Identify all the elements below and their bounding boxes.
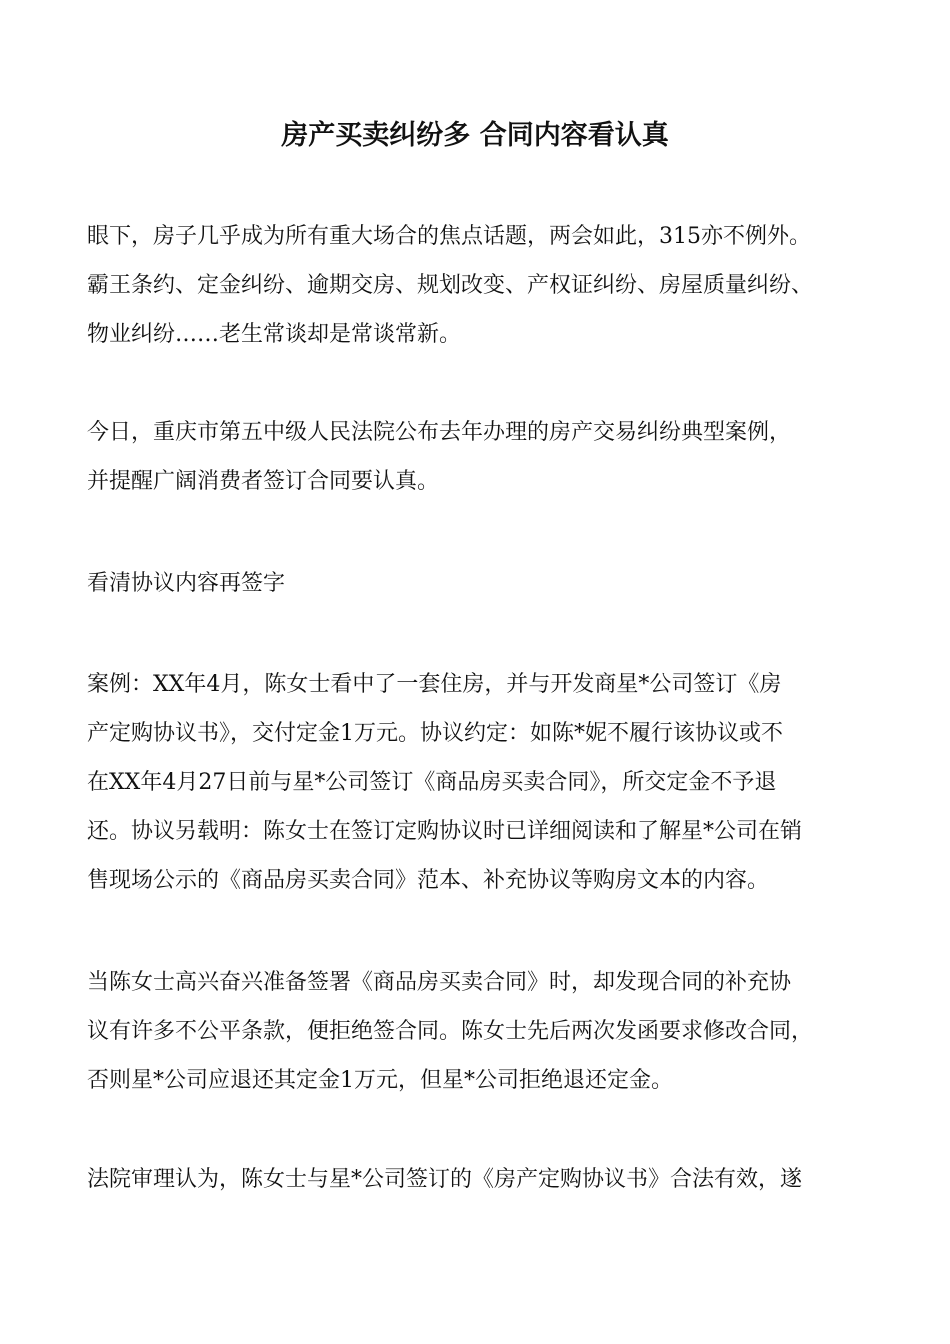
paragraph-intro [87,212,877,359]
paragraph-line: 今日，重庆市第五中级人民法院公布去年办理的房产交易纠纷典型案例， [87,420,792,445]
paragraph-line: 法院审理认为，陈女士与星*公司签订的《房产定购协议书》合法有效，遂 [87,1167,803,1192]
paragraph-line: 产定购协议书》，交付定金1万元。协议约定：如陈*妮不履行该协议或不 [87,721,783,746]
paragraph-line: 物业纠纷……老生常谈却是常谈常新。 [87,322,462,347]
paragraph-line: 还。协议另载明：陈女士在签订定购协议时已详细阅读和了解星*公司在销 [87,819,803,844]
paragraph-court-ruling [87,1155,877,1204]
paragraph-line: 在XX年4月27日前与星*公司签订《商品房买卖合同》，所交定金不予退 [87,770,777,795]
paragraph-line: 看清协议内容再签字 [87,571,286,596]
paragraph-line: 案例：XX年4月，陈女士看中了一套住房，并与开发商星*公司签订《房 [87,672,782,697]
paragraph-line: 否则星*公司应退还其定金1万元，但星*公司拒绝退还定金。 [87,1068,673,1093]
paragraph-line: 议有许多不公平条款，便拒绝签合同。陈女士先后两次发函要求修改合同， [87,1019,814,1044]
paragraph-line: 售现场公示的《商品房买卖合同》范本、补充协议等购房文本的内容。 [87,868,770,893]
paragraph-line: 并提醒广阔消费者签订合同要认真。 [87,469,440,494]
document-title: 房产买卖纠纷多 合同内容看认真 [281,120,669,151]
section-heading [87,559,877,608]
paragraph-dispute [87,958,877,1105]
paragraph-line: 当陈女士高兴奋兴准备签署《商品房买卖合同》时，却发现合同的补充协 [87,970,792,995]
paragraph-announcement [87,408,877,506]
paragraph-line: 霸王条约、定金纠纷、逾期交房、规划改变、产权证纠纷、房屋质量纠纷、 [87,273,814,298]
paragraph-line: 眼下，房子几乎成为所有重大场合的焦点话题，两会如此，315亦不例外。 [87,224,811,249]
paragraph-case [87,660,877,905]
